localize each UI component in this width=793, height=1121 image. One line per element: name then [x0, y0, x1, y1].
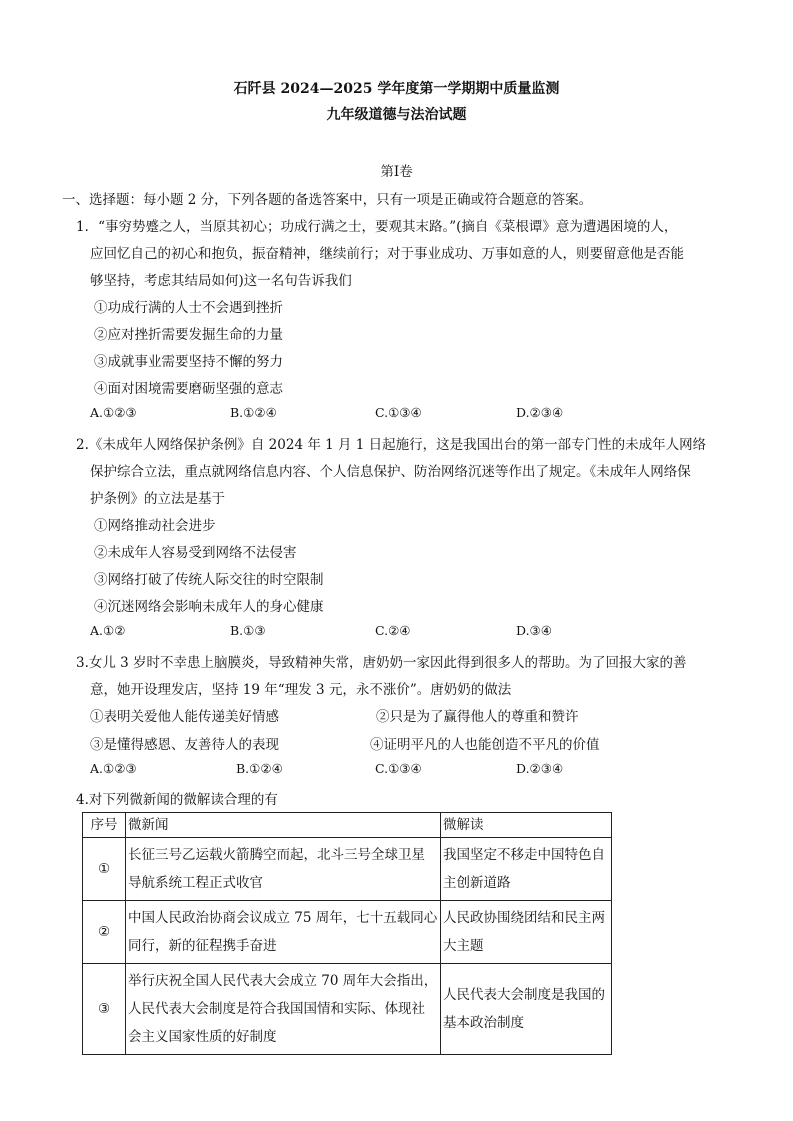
- q1-stem-line: 1．“事穷势蹙之人，当原其初心；功成行满之士，要观其末路。”(摘自《菜根谭》意为遭遇困境的人，: [76, 219, 678, 235]
- q2-answer-b[interactable]: B.①③: [230, 623, 266, 638]
- row-number: ③: [83, 964, 126, 1055]
- q1-stem-line: 够坚持，考虑其结局如何)这一名句告诉我们: [90, 273, 352, 289]
- q1-answer-c[interactable]: C.①③④: [375, 405, 422, 420]
- q3-stem-line: 意，她开设理发店，坚持 19 年“理发 3 元，永不涨价”。唐奶奶的做法: [90, 682, 512, 698]
- micro-news-table: [82, 812, 612, 1055]
- row-number: ①: [83, 838, 126, 901]
- q3-answer-a[interactable]: A.①②③: [90, 761, 137, 776]
- q2-item: ④沉迷网络会影响未成年人的身心健康: [94, 599, 324, 615]
- q2-item: ③网络打破了传统人际交往的时空限制: [94, 572, 324, 588]
- exam-title: 石阡县 2024—2025 学年度第一学期期中质量监测: [233, 81, 560, 97]
- q3-item: ③是懂得感恩、友善待人的表现: [90, 737, 279, 753]
- q2-answer-d[interactable]: D.③④: [516, 623, 552, 638]
- q2-stem-line: 保护综合立法，重点就网络信息内容、个人信息保护、防治网络沉迷等作出了规定。《未成年人网络保: [90, 464, 691, 480]
- q1-item: ②应对挫折需要发掘生命的力量: [94, 327, 283, 343]
- table-header-row: [83, 813, 612, 838]
- q4-stem-line: 4.对下列微新闻的微解读合理的有: [76, 792, 278, 808]
- row-news: 中国人民政治协商会议成立 75 周年，七十五载同心同行，新的征程携手奋进: [126, 901, 441, 964]
- q1-item: ①功成行满的人士不会遇到挫折: [94, 300, 283, 316]
- q3-stem-line: 3.女儿 3 岁时不幸患上脑膜炎，导致精神失常，唐奶奶一家因此得到很多人的帮助。为了回报大家的善: [76, 655, 687, 671]
- q2-answer-c[interactable]: C.②④: [375, 623, 411, 638]
- q3-answer-c[interactable]: C.①③④: [375, 761, 422, 776]
- table-row: [83, 838, 612, 901]
- q1-answer-b[interactable]: B.①②④: [230, 405, 277, 420]
- q3-item: ④证明平凡的人也能创造不平凡的价值: [370, 737, 600, 753]
- volume-label: 第Ⅰ卷: [380, 164, 413, 180]
- q1-answer-a[interactable]: A.①②③: [90, 405, 137, 420]
- q3-answer-d[interactable]: D.②③④: [516, 761, 564, 776]
- row-reading: 我国坚定不移走中国特色自主创新道路: [441, 838, 612, 901]
- q2-stem-line: 2.《未成年人网络保护条例》自 2024 年 1 月 1 日起施行，这是我国出台的第一部专门性的未成年人网络: [76, 437, 707, 453]
- row-news: 长征三号乙运载火箭腾空而起，北斗三号全球卫星导航系统工程正式收官: [126, 838, 441, 901]
- q2-item: ①网络推动社会进步: [94, 518, 216, 534]
- q1-answer-d[interactable]: D.②③④: [516, 405, 564, 420]
- row-news: 举行庆祝全国人民代表大会成立 70 周年大会指出，人民代表大会制度是符合我国国情和实际、体现社会主义国家性质的好制度: [126, 964, 441, 1055]
- header-reading: 微解读: [441, 813, 612, 838]
- q1-item: ④面对困境需要磨砺坚强的意志: [94, 381, 283, 397]
- row-reading: 人民代表大会制度是我国的基本政治制度: [441, 964, 612, 1055]
- q1-item: ③成就事业需要坚持不懈的努力: [94, 354, 283, 370]
- q3-item: ①表明关爱他人能传递美好情感: [90, 709, 279, 725]
- row-reading: 人民政协围绕团结和民主两大主题: [441, 901, 612, 964]
- q2-stem-line: 护条例》的立法是基于: [90, 491, 225, 507]
- q1-stem-line: 应回忆自己的初心和抱负，振奋精神，继续前行；对于事业成功、万事如意的人，则要留意他是否能: [90, 246, 684, 262]
- q3-answer-b[interactable]: B.①②④: [236, 761, 283, 776]
- q3-item: ②只是为了赢得他人的尊重和赞许: [376, 709, 579, 725]
- exam-subtitle: 九年级道德与法治试题: [326, 107, 467, 123]
- table-row: [83, 901, 612, 964]
- header-number: 序号: [83, 813, 126, 838]
- q2-item: ②未成年人容易受到网络不法侵害: [94, 545, 297, 561]
- table-row: [83, 964, 612, 1055]
- section-heading: 一、选择题：每小题 2 分，下列各题的备选答案中，只有一项是正确或符合题意的答案。: [62, 192, 593, 208]
- row-number: ②: [83, 901, 126, 964]
- header-news: 微新闻: [126, 813, 441, 838]
- q2-answer-a[interactable]: A.①②: [90, 623, 126, 638]
